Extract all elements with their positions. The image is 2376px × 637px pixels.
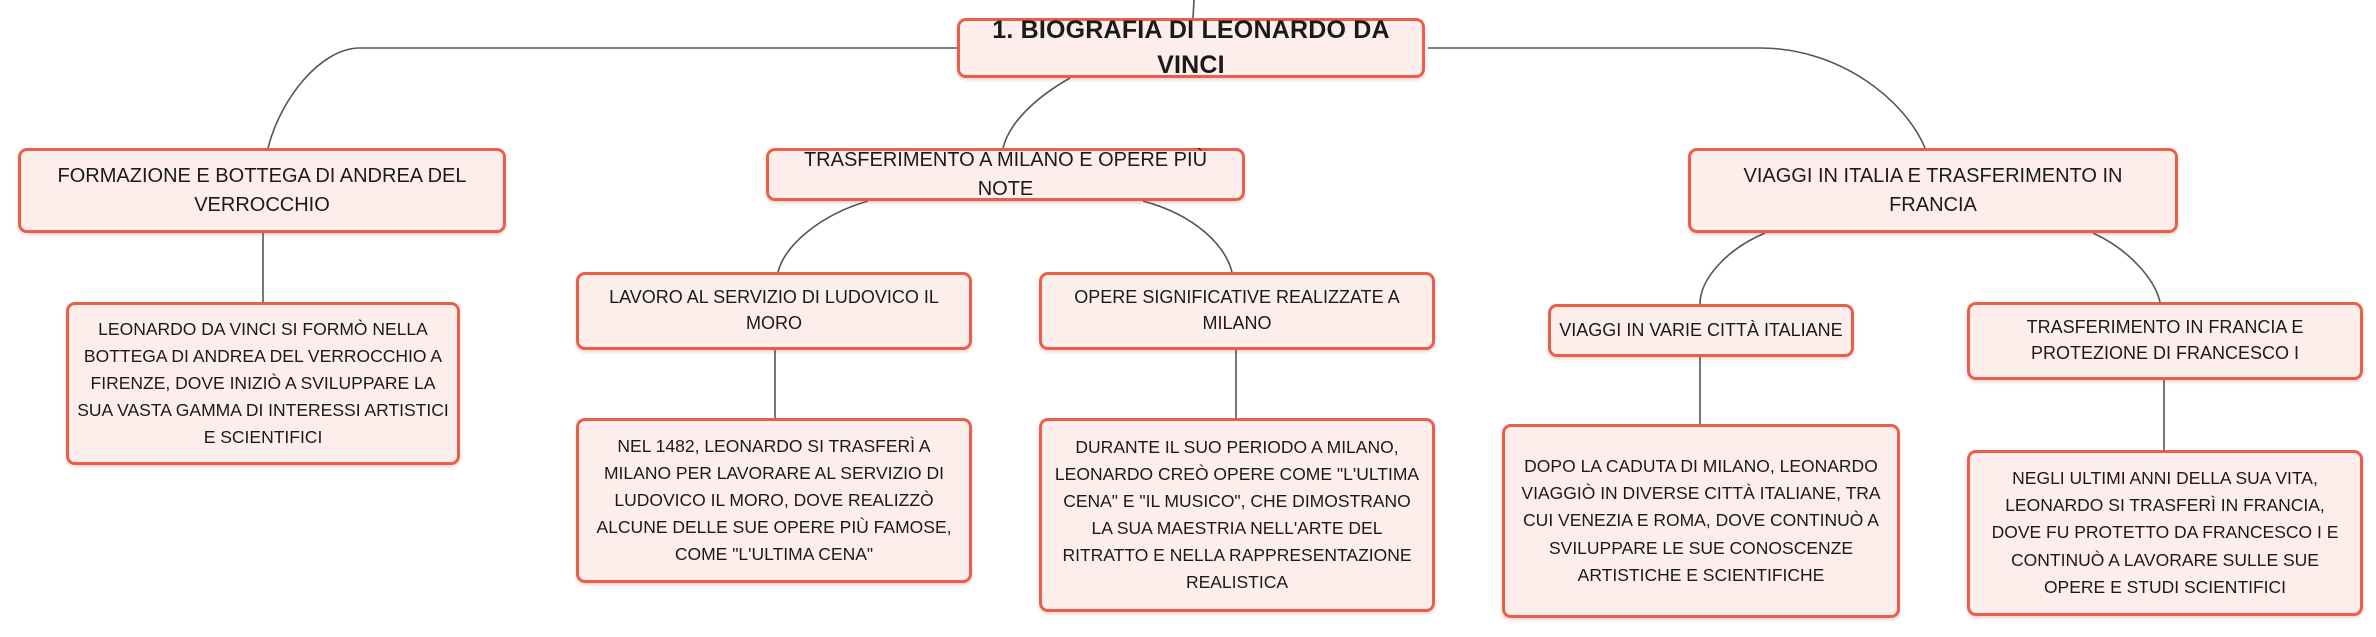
detail-citta-text: DOPO LA CADUTA DI MILANO, LEONARDO VIAGGIÒ IN DIVERSE CITTÀ ITALIANE, TRA CUI VENEZIA E ROMA, DOVE CONTINUÒ A SVILUPPARE LE SUE CONOSCENZE ARTISTICHE E SCIENTIFICHE	[1521, 456, 1881, 585]
detail-francia-text: NEGLI ULTIMI ANNI DELLA SUA VITA, LEONARDO SI TRASFERÌ IN FRANCIA, DOVE FU PROTETTO DA FRANCESCO I E CONTINUÒ A LAVORARE SULLE SUE OPERE E STUDI SCIENTIFICI	[1991, 468, 2339, 597]
detail-ludovico[interactable]	[576, 418, 972, 583]
detail-formazione[interactable]	[66, 302, 460, 465]
topic-formazione[interactable]	[18, 148, 506, 233]
topic-milano-label: TRASFERIMENTO A MILANO E OPERE PIÙ NOTE	[803, 149, 1208, 200]
root-topic-label: 1. BIOGRAFIA DI LEONARDO DA VINCI	[992, 15, 1390, 79]
connector-root-branch-3	[1428, 48, 1925, 148]
subtopic-citta-label: VIAGGI IN VARIE CITTÀ ITALIANE	[1559, 319, 1843, 340]
detail-formazione-text: LEONARDO DA VINCI SI FORMÒ NELLA BOTTEGA DI ANDREA DEL VERROCCHIO A FIRENZE, DOVE INIZIÒ A SVILUPPARE LA SUA VASTA GAMMA DI INTERESSI ARTISTICI E SCIENTIFICI	[77, 318, 449, 448]
subtopic-francia[interactable]	[1967, 302, 2363, 380]
detail-citta[interactable]	[1502, 424, 1900, 618]
detail-opere[interactable]	[1039, 418, 1435, 612]
subtopic-citta[interactable]	[1548, 304, 1854, 357]
root-topic[interactable]	[957, 15, 1425, 79]
subtopic-francia-label: TRASFERIMENTO IN FRANCIA E PROTEZIONE DI FRANCESCO I	[2026, 317, 2304, 363]
subtopic-opere-label: OPERE SIGNIFICATIVE REALIZZATE A MILANO	[1074, 287, 1400, 333]
subtopic-opere[interactable]	[1039, 272, 1435, 350]
connector-root-branch-1	[268, 48, 957, 148]
connector-branch-2-child-1	[778, 201, 868, 272]
subtopic-ludovico-label: LAVORO AL SERVIZIO DI LUDOVICO IL MORO	[609, 287, 939, 333]
topic-milano[interactable]	[766, 148, 1245, 201]
connector-branch-3-child-2	[2093, 233, 2160, 302]
topic-viaggi[interactable]	[1688, 148, 2178, 233]
subtopic-ludovico[interactable]	[576, 272, 972, 350]
topic-formazione-label: FORMAZIONE E BOTTEGA DI ANDREA DEL VERROCCHIO	[57, 165, 467, 216]
detail-ludovico-text: NEL 1482, LEONARDO SI TRASFERÌ A MILANO PER LAVORARE AL SERVIZIO DI LUDOVICO IL MORO, DOVE REALIZZÒ ALCUNE DELLE SUE OPERE PIÙ FAMOSE, COME "L'ULTIMA CENA"	[596, 435, 952, 565]
connector-branch-2-child-2	[1143, 201, 1232, 272]
detail-francia[interactable]	[1967, 450, 2363, 616]
connector-branch-3-child-1	[1700, 233, 1765, 304]
connector-root-branch-2	[1003, 78, 1070, 148]
detail-opere-text: DURANTE IL SUO PERIODO A MILANO, LEONARDO CREÒ OPERE COME "L'ULTIMA CENA" E "IL MUSICO", CHE DIMOSTRANO LA SUA MAESTRIA NELL'ARTE DEL RITRATTO E NELLA RAPPRESENTAZIONE REALISTICA	[1054, 436, 1420, 593]
topic-viaggi-label: VIAGGI IN ITALIA E TRASFERIMENTO IN FRANCIA	[1743, 165, 2123, 216]
